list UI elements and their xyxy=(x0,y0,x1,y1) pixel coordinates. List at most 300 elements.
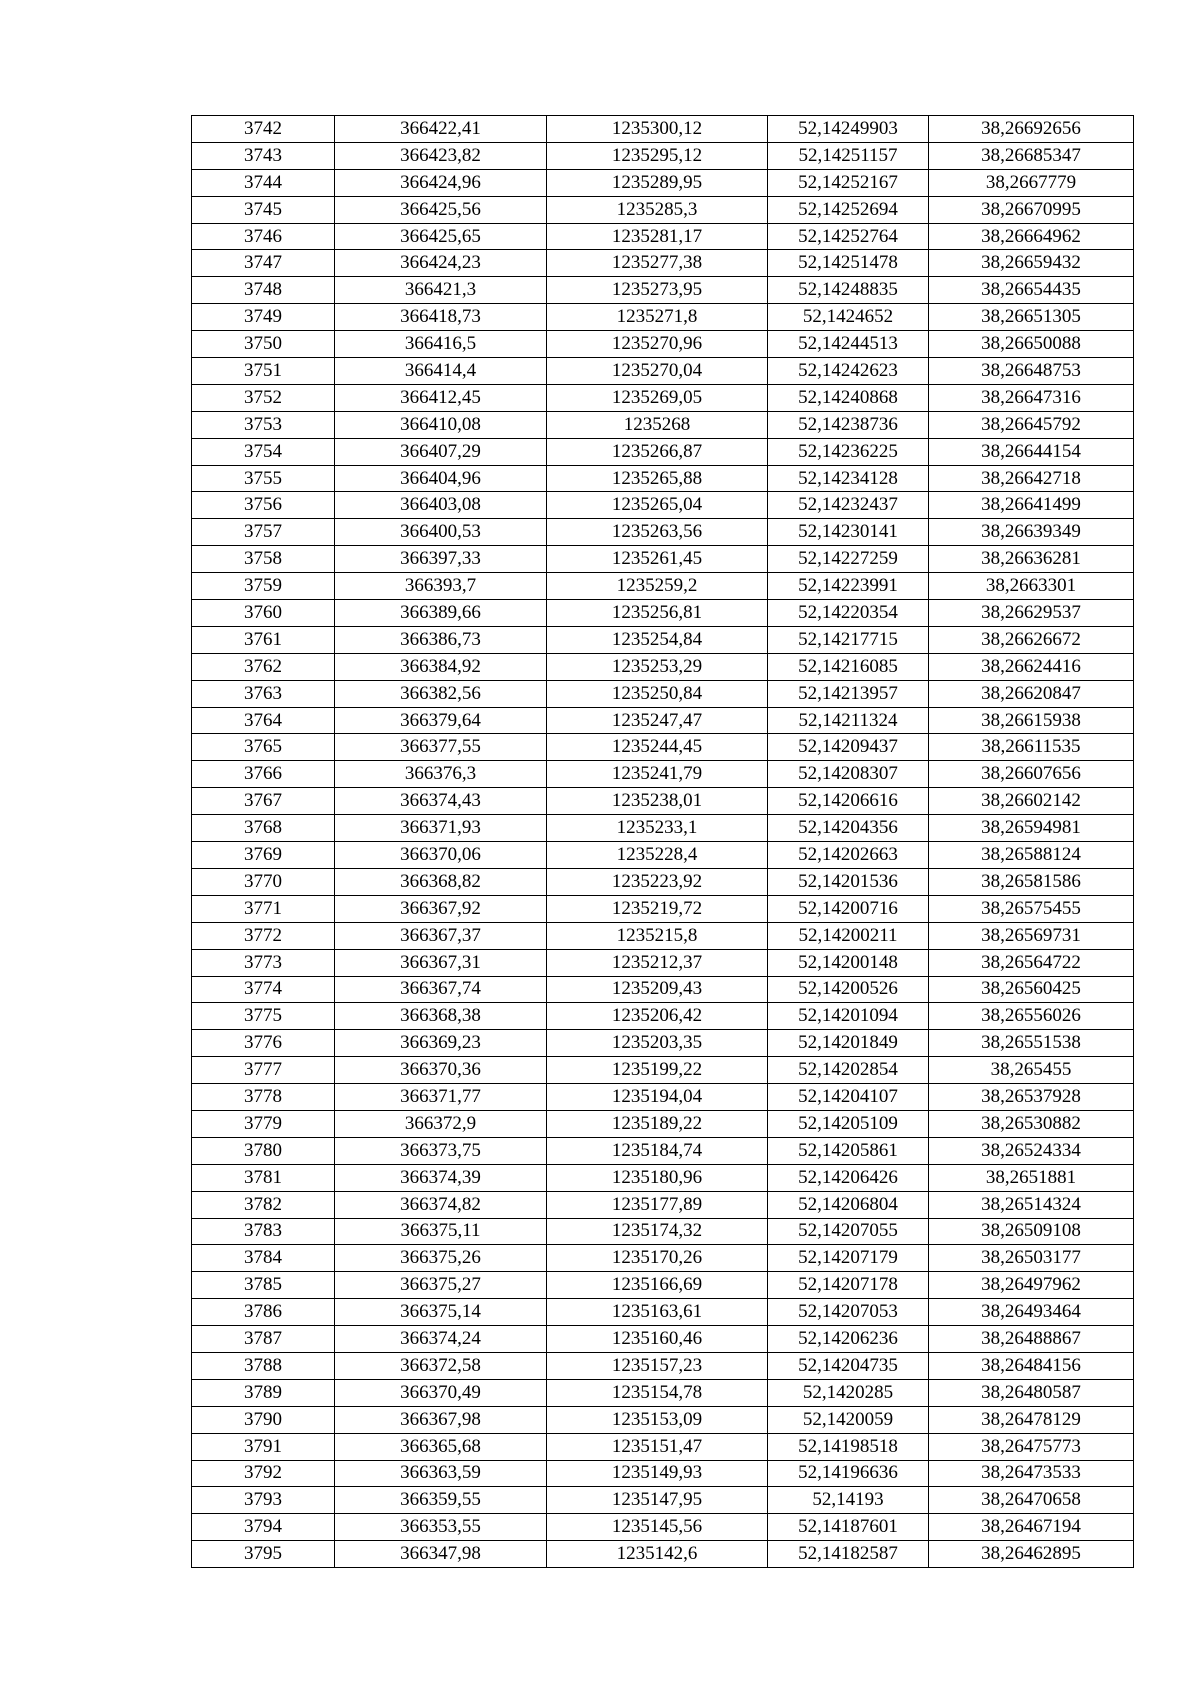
x-coordinate-cell: 366393,7 xyxy=(335,573,547,600)
longitude-cell: 38,26530882 xyxy=(929,1110,1134,1137)
y-coordinate-cell: 1235233,1 xyxy=(547,815,768,842)
table-row xyxy=(192,1191,1134,1218)
table-row xyxy=(192,1326,1134,1353)
point-number-cell: 3794 xyxy=(192,1514,335,1541)
table-row xyxy=(192,788,1134,815)
y-coordinate-cell: 1235206,42 xyxy=(547,1003,768,1030)
x-coordinate-cell: 366370,49 xyxy=(335,1379,547,1406)
y-coordinate-cell: 1235271,8 xyxy=(547,304,768,331)
point-number-cell: 3747 xyxy=(192,250,335,277)
latitude-cell: 52,14206616 xyxy=(768,788,929,815)
latitude-cell: 52,14217715 xyxy=(768,626,929,653)
table-row xyxy=(192,1406,1134,1433)
x-coordinate-cell: 366422,41 xyxy=(335,116,547,143)
latitude-cell: 52,14244513 xyxy=(768,331,929,358)
y-coordinate-cell: 1235228,4 xyxy=(547,842,768,869)
longitude-cell: 38,26620847 xyxy=(929,680,1134,707)
longitude-cell: 38,26480587 xyxy=(929,1379,1134,1406)
table-row xyxy=(192,519,1134,546)
point-number-cell: 3762 xyxy=(192,653,335,680)
x-coordinate-cell: 366368,38 xyxy=(335,1003,547,1030)
point-number-cell: 3779 xyxy=(192,1110,335,1137)
latitude-cell: 52,14252694 xyxy=(768,196,929,223)
x-coordinate-cell: 366382,56 xyxy=(335,680,547,707)
table-row xyxy=(192,1352,1134,1379)
longitude-cell: 38,26575455 xyxy=(929,895,1134,922)
latitude-cell: 52,14240868 xyxy=(768,384,929,411)
point-number-cell: 3761 xyxy=(192,626,335,653)
point-number-cell: 3763 xyxy=(192,680,335,707)
x-coordinate-cell: 366384,92 xyxy=(335,653,547,680)
x-coordinate-cell: 366423,82 xyxy=(335,142,547,169)
table-row xyxy=(192,1084,1134,1111)
point-number-cell: 3765 xyxy=(192,734,335,761)
x-coordinate-cell: 366373,75 xyxy=(335,1137,547,1164)
table-row xyxy=(192,1245,1134,1272)
x-coordinate-cell: 366372,58 xyxy=(335,1352,547,1379)
longitude-cell: 38,26564722 xyxy=(929,949,1134,976)
x-coordinate-cell: 366367,74 xyxy=(335,976,547,1003)
latitude-cell: 52,14204735 xyxy=(768,1352,929,1379)
table-row xyxy=(192,573,1134,600)
y-coordinate-cell: 1235250,84 xyxy=(547,680,768,707)
table-row xyxy=(192,304,1134,331)
longitude-cell: 38,26462895 xyxy=(929,1541,1134,1568)
longitude-cell: 38,26569731 xyxy=(929,922,1134,949)
longitude-cell: 38,2651881 xyxy=(929,1164,1134,1191)
x-coordinate-cell: 366425,65 xyxy=(335,223,547,250)
longitude-cell: 38,26560425 xyxy=(929,976,1134,1003)
table-row xyxy=(192,680,1134,707)
point-number-cell: 3791 xyxy=(192,1433,335,1460)
longitude-cell: 38,26654435 xyxy=(929,277,1134,304)
y-coordinate-cell: 1235270,04 xyxy=(547,358,768,385)
longitude-cell: 38,26642718 xyxy=(929,465,1134,492)
x-coordinate-cell: 366375,11 xyxy=(335,1218,547,1245)
y-coordinate-cell: 1235157,23 xyxy=(547,1352,768,1379)
x-coordinate-cell: 366424,23 xyxy=(335,250,547,277)
latitude-cell: 52,14223991 xyxy=(768,573,929,600)
table-row xyxy=(192,1433,1134,1460)
latitude-cell: 52,14207178 xyxy=(768,1272,929,1299)
point-number-cell: 3748 xyxy=(192,277,335,304)
longitude-cell: 38,26556026 xyxy=(929,1003,1134,1030)
table-row xyxy=(192,1460,1134,1487)
longitude-cell: 38,26651305 xyxy=(929,304,1134,331)
x-coordinate-cell: 366418,73 xyxy=(335,304,547,331)
latitude-cell: 52,14201849 xyxy=(768,1030,929,1057)
latitude-cell: 52,14202663 xyxy=(768,842,929,869)
y-coordinate-cell: 1235253,29 xyxy=(547,653,768,680)
y-coordinate-cell: 1235256,81 xyxy=(547,600,768,627)
longitude-cell: 38,26551538 xyxy=(929,1030,1134,1057)
x-coordinate-cell: 366386,73 xyxy=(335,626,547,653)
point-number-cell: 3745 xyxy=(192,196,335,223)
latitude-cell: 52,14213957 xyxy=(768,680,929,707)
table-row xyxy=(192,1110,1134,1137)
table-row xyxy=(192,1299,1134,1326)
point-number-cell: 3772 xyxy=(192,922,335,949)
point-number-cell: 3742 xyxy=(192,116,335,143)
latitude-cell: 52,1420059 xyxy=(768,1406,929,1433)
point-number-cell: 3785 xyxy=(192,1272,335,1299)
y-coordinate-cell: 1235263,56 xyxy=(547,519,768,546)
longitude-cell: 38,26607656 xyxy=(929,761,1134,788)
latitude-cell: 52,14206426 xyxy=(768,1164,929,1191)
x-coordinate-cell: 366407,29 xyxy=(335,438,547,465)
latitude-cell: 52,14198518 xyxy=(768,1433,929,1460)
longitude-cell: 38,26647316 xyxy=(929,384,1134,411)
x-coordinate-cell: 366365,68 xyxy=(335,1433,547,1460)
point-number-cell: 3753 xyxy=(192,411,335,438)
point-number-cell: 3776 xyxy=(192,1030,335,1057)
table-row xyxy=(192,250,1134,277)
x-coordinate-cell: 366374,39 xyxy=(335,1164,547,1191)
y-coordinate-cell: 1235174,32 xyxy=(547,1218,768,1245)
x-coordinate-cell: 366370,06 xyxy=(335,842,547,869)
table-row xyxy=(192,1218,1134,1245)
point-number-cell: 3752 xyxy=(192,384,335,411)
latitude-cell: 52,14207055 xyxy=(768,1218,929,1245)
latitude-cell: 52,14206804 xyxy=(768,1191,929,1218)
latitude-cell: 52,14200716 xyxy=(768,895,929,922)
x-coordinate-cell: 366363,59 xyxy=(335,1460,547,1487)
y-coordinate-cell: 1235268 xyxy=(547,411,768,438)
y-coordinate-cell: 1235194,04 xyxy=(547,1084,768,1111)
latitude-cell: 52,14236225 xyxy=(768,438,929,465)
latitude-cell: 52,14187601 xyxy=(768,1514,929,1541)
longitude-cell: 38,26644154 xyxy=(929,438,1134,465)
x-coordinate-cell: 366424,96 xyxy=(335,169,547,196)
table-row xyxy=(192,707,1134,734)
table-row xyxy=(192,868,1134,895)
y-coordinate-cell: 1235145,56 xyxy=(547,1514,768,1541)
x-coordinate-cell: 366372,9 xyxy=(335,1110,547,1137)
point-number-cell: 3750 xyxy=(192,331,335,358)
y-coordinate-cell: 1235170,26 xyxy=(547,1245,768,1272)
y-coordinate-cell: 1235270,96 xyxy=(547,331,768,358)
coordinates-table-body xyxy=(192,116,1134,1568)
point-number-cell: 3787 xyxy=(192,1326,335,1353)
point-number-cell: 3744 xyxy=(192,169,335,196)
latitude-cell: 52,14182587 xyxy=(768,1541,929,1568)
point-number-cell: 3777 xyxy=(192,1057,335,1084)
latitude-cell: 52,14207179 xyxy=(768,1245,929,1272)
longitude-cell: 38,26537928 xyxy=(929,1084,1134,1111)
point-number-cell: 3786 xyxy=(192,1299,335,1326)
table-row xyxy=(192,1514,1134,1541)
latitude-cell: 52,14251478 xyxy=(768,250,929,277)
longitude-cell: 38,26473533 xyxy=(929,1460,1134,1487)
y-coordinate-cell: 1235285,3 xyxy=(547,196,768,223)
longitude-cell: 38,26639349 xyxy=(929,519,1134,546)
latitude-cell: 52,14238736 xyxy=(768,411,929,438)
x-coordinate-cell: 366367,37 xyxy=(335,922,547,949)
point-number-cell: 3746 xyxy=(192,223,335,250)
x-coordinate-cell: 366359,55 xyxy=(335,1487,547,1514)
x-coordinate-cell: 366375,26 xyxy=(335,1245,547,1272)
table-row xyxy=(192,1137,1134,1164)
table-row xyxy=(192,1272,1134,1299)
x-coordinate-cell: 366403,08 xyxy=(335,492,547,519)
x-coordinate-cell: 366370,36 xyxy=(335,1057,547,1084)
x-coordinate-cell: 366367,31 xyxy=(335,949,547,976)
x-coordinate-cell: 366377,55 xyxy=(335,734,547,761)
table-row xyxy=(192,411,1134,438)
latitude-cell: 52,14242623 xyxy=(768,358,929,385)
x-coordinate-cell: 366400,53 xyxy=(335,519,547,546)
point-number-cell: 3784 xyxy=(192,1245,335,1272)
point-number-cell: 3789 xyxy=(192,1379,335,1406)
x-coordinate-cell: 366375,14 xyxy=(335,1299,547,1326)
y-coordinate-cell: 1235184,74 xyxy=(547,1137,768,1164)
longitude-cell: 38,2667779 xyxy=(929,169,1134,196)
latitude-cell: 52,14196636 xyxy=(768,1460,929,1487)
x-coordinate-cell: 366421,3 xyxy=(335,277,547,304)
point-number-cell: 3766 xyxy=(192,761,335,788)
longitude-cell: 38,26594981 xyxy=(929,815,1134,842)
y-coordinate-cell: 1235209,43 xyxy=(547,976,768,1003)
table-row xyxy=(192,142,1134,169)
latitude-cell: 52,14204107 xyxy=(768,1084,929,1111)
y-coordinate-cell: 1235269,05 xyxy=(547,384,768,411)
y-coordinate-cell: 1235154,78 xyxy=(547,1379,768,1406)
longitude-cell: 38,2663301 xyxy=(929,573,1134,600)
point-number-cell: 3749 xyxy=(192,304,335,331)
latitude-cell: 52,14201536 xyxy=(768,868,929,895)
x-coordinate-cell: 366389,66 xyxy=(335,600,547,627)
x-coordinate-cell: 366353,55 xyxy=(335,1514,547,1541)
point-number-cell: 3767 xyxy=(192,788,335,815)
table-row xyxy=(192,358,1134,385)
y-coordinate-cell: 1235147,95 xyxy=(547,1487,768,1514)
point-number-cell: 3770 xyxy=(192,868,335,895)
latitude-cell: 52,14227259 xyxy=(768,546,929,573)
point-number-cell: 3764 xyxy=(192,707,335,734)
table-row xyxy=(192,223,1134,250)
y-coordinate-cell: 1235215,8 xyxy=(547,922,768,949)
y-coordinate-cell: 1235203,35 xyxy=(547,1030,768,1057)
table-row xyxy=(192,1030,1134,1057)
table-row xyxy=(192,546,1134,573)
point-number-cell: 3756 xyxy=(192,492,335,519)
longitude-cell: 38,26624416 xyxy=(929,653,1134,680)
y-coordinate-cell: 1235160,46 xyxy=(547,1326,768,1353)
point-number-cell: 3778 xyxy=(192,1084,335,1111)
x-coordinate-cell: 366347,98 xyxy=(335,1541,547,1568)
x-coordinate-cell: 366416,5 xyxy=(335,331,547,358)
longitude-cell: 38,26650088 xyxy=(929,331,1134,358)
point-number-cell: 3760 xyxy=(192,600,335,627)
longitude-cell: 38,26497962 xyxy=(929,1272,1134,1299)
x-coordinate-cell: 366376,3 xyxy=(335,761,547,788)
latitude-cell: 52,14200148 xyxy=(768,949,929,976)
table-row xyxy=(192,331,1134,358)
x-coordinate-cell: 366371,77 xyxy=(335,1084,547,1111)
point-number-cell: 3769 xyxy=(192,842,335,869)
longitude-cell: 38,26692656 xyxy=(929,116,1134,143)
longitude-cell: 38,26470658 xyxy=(929,1487,1134,1514)
y-coordinate-cell: 1235199,22 xyxy=(547,1057,768,1084)
longitude-cell: 38,26648753 xyxy=(929,358,1134,385)
table-row xyxy=(192,1057,1134,1084)
longitude-cell: 38,26629537 xyxy=(929,600,1134,627)
y-coordinate-cell: 1235244,45 xyxy=(547,734,768,761)
latitude-cell: 52,14205109 xyxy=(768,1110,929,1137)
latitude-cell: 52,1420285 xyxy=(768,1379,929,1406)
table-row xyxy=(192,1379,1134,1406)
table-row xyxy=(192,842,1134,869)
point-number-cell: 3771 xyxy=(192,895,335,922)
latitude-cell: 52,14249903 xyxy=(768,116,929,143)
latitude-cell: 52,14211324 xyxy=(768,707,929,734)
latitude-cell: 52,14202854 xyxy=(768,1057,929,1084)
point-number-cell: 3783 xyxy=(192,1218,335,1245)
latitude-cell: 52,14251157 xyxy=(768,142,929,169)
y-coordinate-cell: 1235212,37 xyxy=(547,949,768,976)
y-coordinate-cell: 1235219,72 xyxy=(547,895,768,922)
point-number-cell: 3782 xyxy=(192,1191,335,1218)
latitude-cell: 52,14193 xyxy=(768,1487,929,1514)
table-row xyxy=(192,895,1134,922)
point-number-cell: 3793 xyxy=(192,1487,335,1514)
latitude-cell: 52,14230141 xyxy=(768,519,929,546)
point-number-cell: 3759 xyxy=(192,573,335,600)
y-coordinate-cell: 1235295,12 xyxy=(547,142,768,169)
latitude-cell: 52,14252167 xyxy=(768,169,929,196)
longitude-cell: 38,26626672 xyxy=(929,626,1134,653)
x-coordinate-cell: 366374,24 xyxy=(335,1326,547,1353)
latitude-cell: 52,14248835 xyxy=(768,277,929,304)
x-coordinate-cell: 366371,93 xyxy=(335,815,547,842)
table-row xyxy=(192,949,1134,976)
latitude-cell: 52,14201094 xyxy=(768,1003,929,1030)
longitude-cell: 38,26484156 xyxy=(929,1352,1134,1379)
point-number-cell: 3754 xyxy=(192,438,335,465)
point-number-cell: 3781 xyxy=(192,1164,335,1191)
x-coordinate-cell: 366375,27 xyxy=(335,1272,547,1299)
y-coordinate-cell: 1235266,87 xyxy=(547,438,768,465)
point-number-cell: 3768 xyxy=(192,815,335,842)
y-coordinate-cell: 1235180,96 xyxy=(547,1164,768,1191)
y-coordinate-cell: 1235189,22 xyxy=(547,1110,768,1137)
point-number-cell: 3751 xyxy=(192,358,335,385)
latitude-cell: 52,14232437 xyxy=(768,492,929,519)
point-number-cell: 3758 xyxy=(192,546,335,573)
table-row xyxy=(192,653,1134,680)
longitude-cell: 38,26514324 xyxy=(929,1191,1134,1218)
table-row xyxy=(192,1487,1134,1514)
y-coordinate-cell: 1235241,79 xyxy=(547,761,768,788)
table-row xyxy=(192,384,1134,411)
table-row xyxy=(192,922,1134,949)
y-coordinate-cell: 1235163,61 xyxy=(547,1299,768,1326)
longitude-cell: 38,26664962 xyxy=(929,223,1134,250)
y-coordinate-cell: 1235273,95 xyxy=(547,277,768,304)
y-coordinate-cell: 1235142,6 xyxy=(547,1541,768,1568)
latitude-cell: 52,14205861 xyxy=(768,1137,929,1164)
longitude-cell: 38,26615938 xyxy=(929,707,1134,734)
table-row xyxy=(192,492,1134,519)
x-coordinate-cell: 366367,98 xyxy=(335,1406,547,1433)
point-number-cell: 3743 xyxy=(192,142,335,169)
longitude-cell: 38,26581586 xyxy=(929,868,1134,895)
point-number-cell: 3774 xyxy=(192,976,335,1003)
longitude-cell: 38,26636281 xyxy=(929,546,1134,573)
x-coordinate-cell: 366397,33 xyxy=(335,546,547,573)
point-number-cell: 3792 xyxy=(192,1460,335,1487)
table-row xyxy=(192,116,1134,143)
table-row xyxy=(192,169,1134,196)
longitude-cell: 38,26467194 xyxy=(929,1514,1134,1541)
table-row xyxy=(192,626,1134,653)
latitude-cell: 52,14209437 xyxy=(768,734,929,761)
y-coordinate-cell: 1235265,04 xyxy=(547,492,768,519)
latitude-cell: 52,14252764 xyxy=(768,223,929,250)
longitude-cell: 38,26641499 xyxy=(929,492,1134,519)
x-coordinate-cell: 366379,64 xyxy=(335,707,547,734)
latitude-cell: 52,14234128 xyxy=(768,465,929,492)
y-coordinate-cell: 1235281,17 xyxy=(547,223,768,250)
table-row xyxy=(192,1541,1134,1568)
longitude-cell: 38,26503177 xyxy=(929,1245,1134,1272)
point-number-cell: 3780 xyxy=(192,1137,335,1164)
y-coordinate-cell: 1235261,45 xyxy=(547,546,768,573)
table-row xyxy=(192,196,1134,223)
point-number-cell: 3795 xyxy=(192,1541,335,1568)
x-coordinate-cell: 366414,4 xyxy=(335,358,547,385)
y-coordinate-cell: 1235238,01 xyxy=(547,788,768,815)
latitude-cell: 52,14206236 xyxy=(768,1326,929,1353)
latitude-cell: 52,14216085 xyxy=(768,653,929,680)
latitude-cell: 52,14207053 xyxy=(768,1299,929,1326)
x-coordinate-cell: 366374,43 xyxy=(335,788,547,815)
table-row xyxy=(192,815,1134,842)
longitude-cell: 38,26509108 xyxy=(929,1218,1134,1245)
table-row xyxy=(192,976,1134,1003)
y-coordinate-cell: 1235277,38 xyxy=(547,250,768,277)
point-number-cell: 3757 xyxy=(192,519,335,546)
longitude-cell: 38,26645792 xyxy=(929,411,1134,438)
table-row xyxy=(192,600,1134,627)
y-coordinate-cell: 1235223,92 xyxy=(547,868,768,895)
table-row xyxy=(192,1164,1134,1191)
longitude-cell: 38,26685347 xyxy=(929,142,1134,169)
latitude-cell: 52,14220354 xyxy=(768,600,929,627)
table-row xyxy=(192,1003,1134,1030)
x-coordinate-cell: 366425,56 xyxy=(335,196,547,223)
y-coordinate-cell: 1235151,47 xyxy=(547,1433,768,1460)
y-coordinate-cell: 1235265,88 xyxy=(547,465,768,492)
x-coordinate-cell: 366404,96 xyxy=(335,465,547,492)
longitude-cell: 38,265455 xyxy=(929,1057,1134,1084)
x-coordinate-cell: 366412,45 xyxy=(335,384,547,411)
latitude-cell: 52,14200526 xyxy=(768,976,929,1003)
longitude-cell: 38,26611535 xyxy=(929,734,1134,761)
table-row xyxy=(192,438,1134,465)
point-number-cell: 3775 xyxy=(192,1003,335,1030)
latitude-cell: 52,14204356 xyxy=(768,815,929,842)
longitude-cell: 38,26493464 xyxy=(929,1299,1134,1326)
y-coordinate-cell: 1235153,09 xyxy=(547,1406,768,1433)
y-coordinate-cell: 1235177,89 xyxy=(547,1191,768,1218)
y-coordinate-cell: 1235247,47 xyxy=(547,707,768,734)
point-number-cell: 3788 xyxy=(192,1352,335,1379)
coordinates-table xyxy=(191,115,1134,1568)
longitude-cell: 38,26475773 xyxy=(929,1433,1134,1460)
longitude-cell: 38,26602142 xyxy=(929,788,1134,815)
table-row xyxy=(192,761,1134,788)
